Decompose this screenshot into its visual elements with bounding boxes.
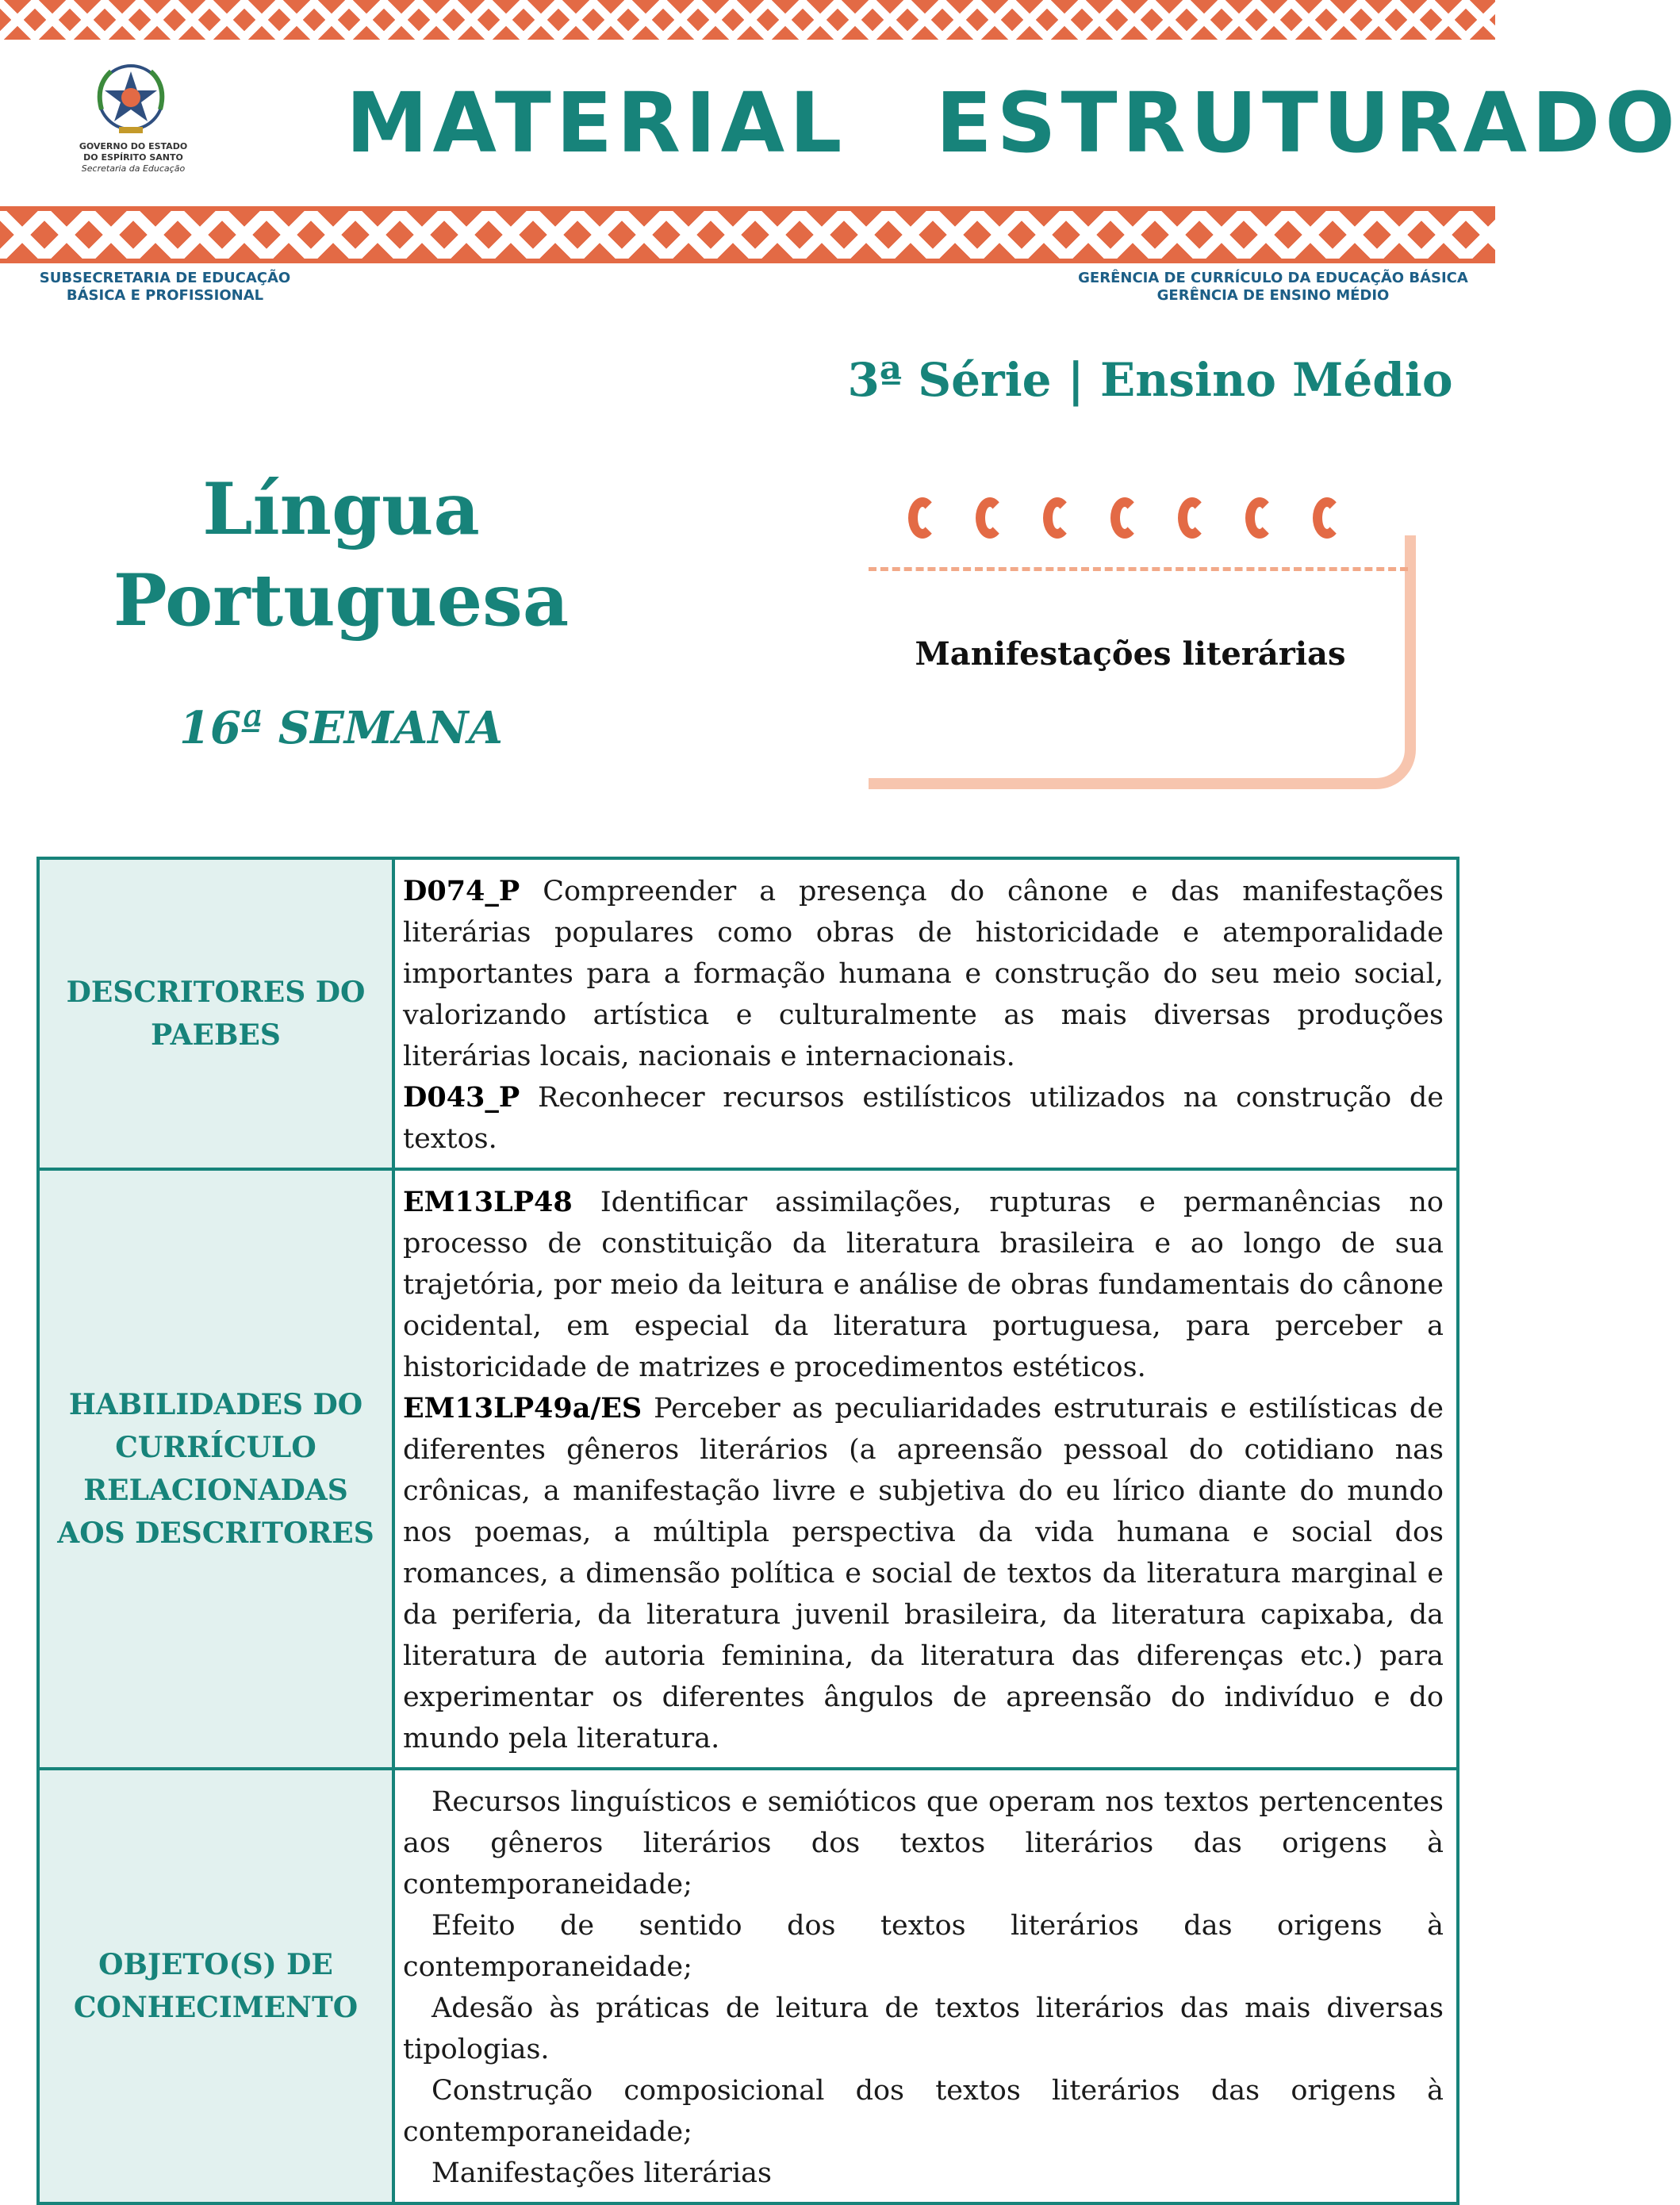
topic-title: Manifestações literárias: [915, 635, 1346, 673]
descriptor-item: [403, 871, 1444, 1077]
spiral-ring-icon: [908, 497, 937, 539]
week-label: 16ª SEMANA: [179, 702, 503, 754]
subject-title: [79, 464, 603, 646]
subject-line-1: Língua: [202, 467, 480, 551]
page-title: MATERIAL ESTRUTURADO: [346, 75, 1680, 171]
grade-level: 3ª Série | Ensino Médio: [847, 353, 1453, 407]
row-label: DESCRITORES DO PAEBES: [38, 858, 393, 1169]
row-label: OBJETO(S) DE CONHECIMENTO: [38, 1769, 393, 2203]
table-row: [38, 858, 1458, 1169]
management-line-1: GERÊNCIA DE CURRÍCULO DA EDUCAÇÃO BÁSICA: [1078, 270, 1468, 286]
gov-line-2: DO ESPÍRITO SANTO: [83, 152, 183, 163]
descriptor-text: Compreender a presença do cânone e das manifestações literárias populares como obras de historicidade e atemporalidade importantes para a formação humana e construção do seu meio social, valorizando artística e culturalmente as mais diversas produções literárias locais, nacionais e internacionais.: [403, 876, 1444, 1072]
spiral-ring-icon: [1245, 497, 1274, 539]
management-label: [1067, 270, 1479, 305]
knowledge-object: Adesão às práticas de leitura de textos literários das mais diversas tipologias.: [403, 1992, 1444, 2065]
row-content: [393, 1769, 1458, 2203]
descriptor-code: D074_P: [403, 875, 520, 907]
spiral-ring-icon: [1313, 497, 1341, 539]
subsecretariat-line-2: BÁSICA E PROFISSIONAL: [66, 287, 264, 304]
skill-item: [403, 1182, 1444, 1388]
table-row: [38, 1169, 1458, 1769]
knowledge-object: Recursos linguísticos e semióticos que operam nos textos pertencentes aos gêneros literários dos textos literários das origens à contemporaneidade;: [403, 1786, 1444, 1900]
skill-code: EM13LP49a/ES: [403, 1392, 642, 1425]
gov-secretariat: Secretaria da Educação: [81, 163, 186, 174]
state-seal-icon: [87, 54, 175, 141]
government-label: [62, 141, 205, 174]
descriptor-item: [403, 1077, 1444, 1160]
skill-text: Perceber as peculiaridades estruturais e estilísticas de diferentes gêneros literários (a apreensão pessoal do cotidiano nas crônicas, a manifestação livre e subjetiva do eu lírico diante do mundo nos poemas, a múltipla perspectiva da vida humana e social dos romances, a dimensão política e social de textos da literatura marginal e da periferia, da literatura juvenil brasileira, da literatura capixaba, da literatura de autoria feminina, da literatura das diferenças etc.) para experimentar os diferentes ângulos de apreensão do indivíduo e do mundo pela literatura.: [403, 1393, 1444, 1754]
skill-item: [403, 1388, 1444, 1759]
notebook-card: [869, 535, 1416, 789]
descriptor-text: Reconhecer recursos estilísticos utilizados na construção de textos.: [403, 1082, 1444, 1155]
spiral-ring-icon: [1110, 497, 1139, 539]
decorative-band-middle: [0, 206, 1495, 263]
management-line-2: GERÊNCIA DE ENSINO MÉDIO: [1156, 287, 1390, 304]
descriptor-code: D043_P: [403, 1081, 520, 1114]
subject-line-2: Portuguesa: [113, 558, 570, 642]
spiral-ring-icon: [976, 497, 1004, 539]
skill-code: EM13LP48: [403, 1186, 573, 1218]
decorative-band-top: [0, 0, 1495, 40]
gov-line-1: GOVERNO DO ESTADO: [79, 141, 188, 151]
knowledge-object: Manifestações literárias: [432, 2157, 772, 2189]
row-label: HABILIDADES DO CURRÍCULO RELACIONADAS AOS DESCRITORES: [38, 1169, 393, 1769]
row-content: [393, 858, 1458, 1169]
knowledge-object: Construção composicional dos textos literários das origens à contemporaneidade;: [403, 2075, 1444, 2148]
notebook-dashed-line: [869, 567, 1408, 571]
subsecretariat-line-1: SUBSECRETARIA DE EDUCAÇÃO: [39, 270, 291, 286]
table-row: [38, 1769, 1458, 2203]
row-content: [393, 1169, 1458, 1769]
spiral-ring-icon: [1043, 497, 1072, 539]
curriculum-table: [36, 857, 1459, 2205]
skill-text: Identificar assimilações, rupturas e permanências no processo de constituição da literatura brasileira e ao longo de sua trajetória, por meio da leitura e análise de obras fundamentais do cânone ocidental, em especial da literatura portuguesa, para perceber a historicidade de matrizes e procedimentos estéticos.: [403, 1187, 1444, 1383]
knowledge-object: Efeito de sentido dos textos literários das origens à contemporaneidade;: [403, 1910, 1444, 1983]
subsecretariat-label: [22, 270, 308, 305]
spiral-ring-icon: [1178, 497, 1206, 539]
